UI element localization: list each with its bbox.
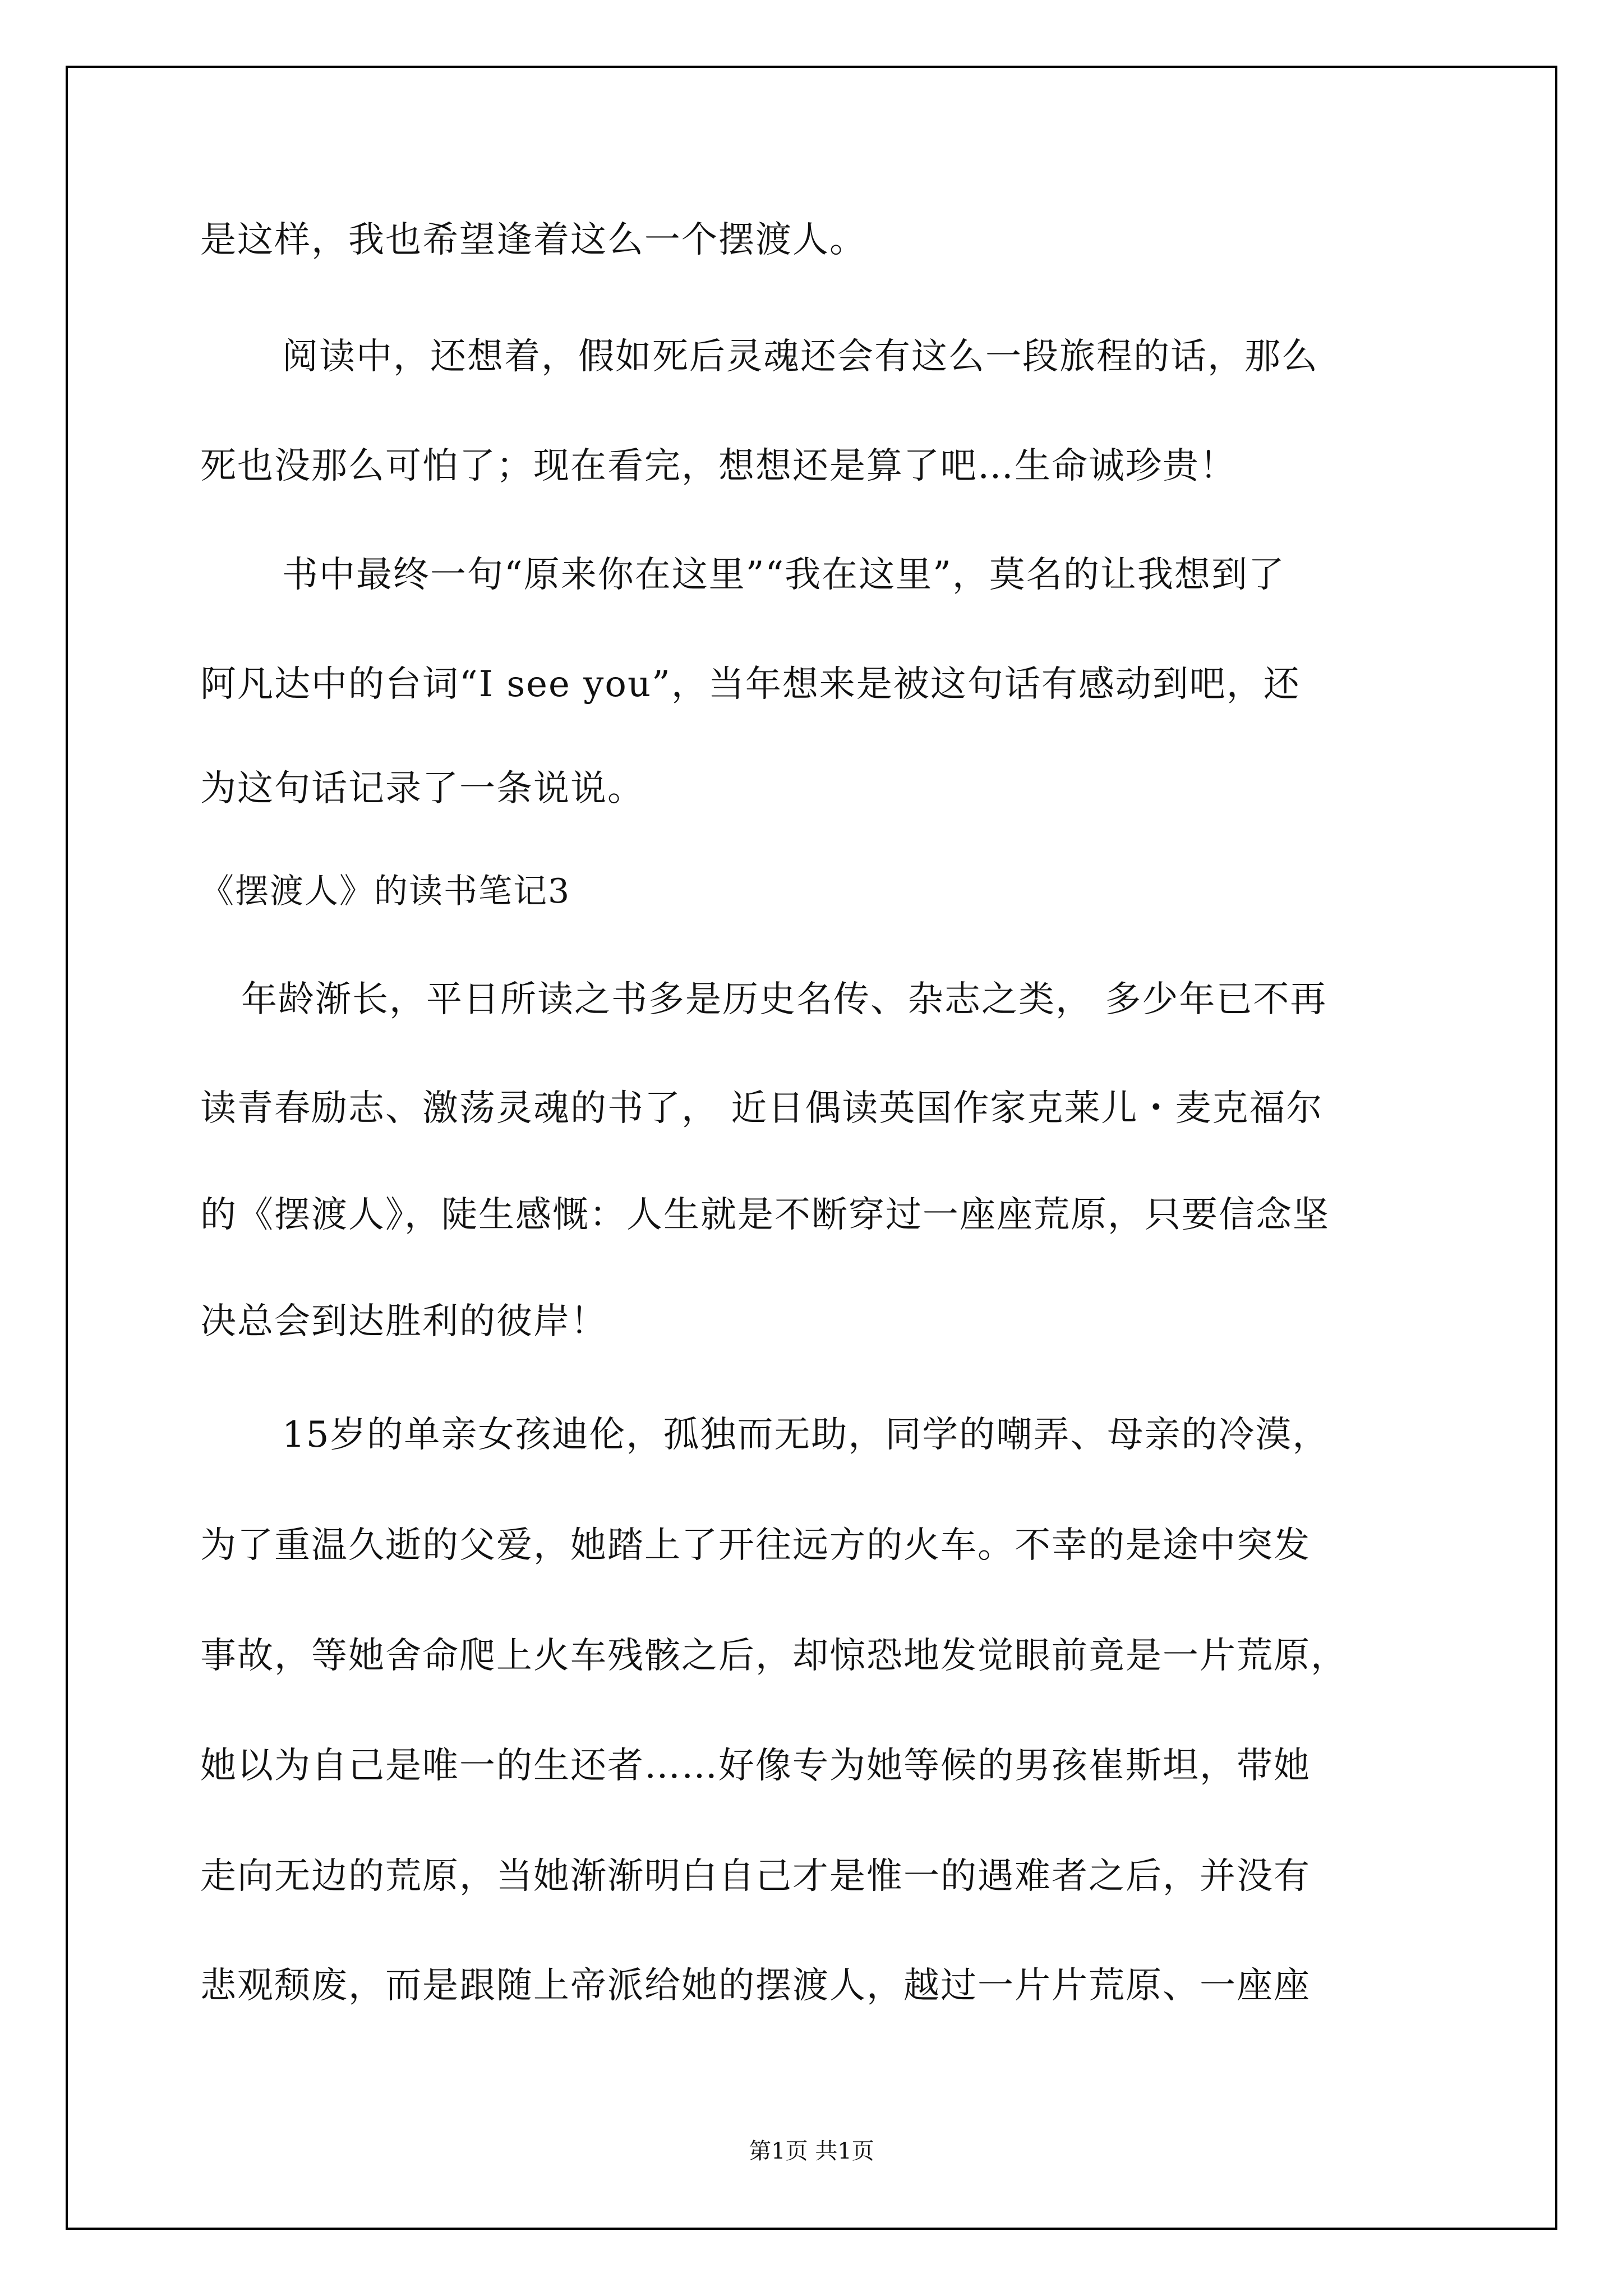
page-border bbox=[66, 66, 1557, 2230]
text-line-16: 走向无边的荒原，当她渐渐明白自己才是惟一的遇难者之后，并没有 bbox=[200, 1856, 1311, 1897]
page-footer: 第1页 共1页 bbox=[749, 2138, 874, 2164]
section-heading: 《摆渡人》的读书笔记3 bbox=[200, 872, 571, 911]
text-line-17: 悲观颓废，而是跟随上帝派给她的摆渡人，越过一片片荒原、一座座 bbox=[200, 1965, 1311, 2007]
text-line-9: 读青春励志、激荡灵魂的书了， 近日偶读英国作家克莱儿・麦克福尔 bbox=[200, 1088, 1324, 1129]
text-line-1: 是这样，我也希望逢着这么一个摆渡人。 bbox=[200, 219, 866, 261]
text-line-6: 为这句话记录了一条说说。 bbox=[200, 768, 644, 809]
text-line-2: 阅读中，还想着，假如死后灵魂还会有这么一段旅程的话，那么 bbox=[282, 336, 1318, 378]
text-line-15: 她以为自己是唯一的生还者……好像专为她等候的男孩崔斯坦，带她 bbox=[200, 1745, 1311, 1787]
text-line-5: 阿凡达中的台词“I see you”，当年想来是被这句话有感动到吧，还 bbox=[200, 664, 1301, 705]
text-line-11: 决总会到达胜利的彼岸！ bbox=[200, 1301, 607, 1342]
text-line-14: 事故，等她舍命爬上火车残骸之后，却惊恐地发觉眼前竟是一片荒原， bbox=[200, 1635, 1348, 1677]
text-line-12: 15岁的单亲女孩迪伦，孤独而无助，同学的嘲弄、母亲的冷漠， bbox=[282, 1414, 1330, 1456]
text-line-8: 年龄渐长，平日所读之书多是历史名传、杂志之类， 多少年已不再 bbox=[241, 979, 1327, 1020]
text-line-3: 死也没那么可怕了；现在看完，想想还是算了吧…生命诚珍贵！ bbox=[200, 445, 1237, 487]
text-line-13: 为了重温久逝的父爱，她踏上了开往远方的火车。不幸的是途中突发 bbox=[200, 1525, 1311, 1566]
text-line-4: 书中最终一句“原来你在这里”“我在这里”，莫名的让我想到了 bbox=[282, 554, 1285, 596]
text-line-10: 的《摆渡人》，陡生感慨：人生就是不断穿过一座座荒原，只要信念坚 bbox=[200, 1194, 1330, 1236]
